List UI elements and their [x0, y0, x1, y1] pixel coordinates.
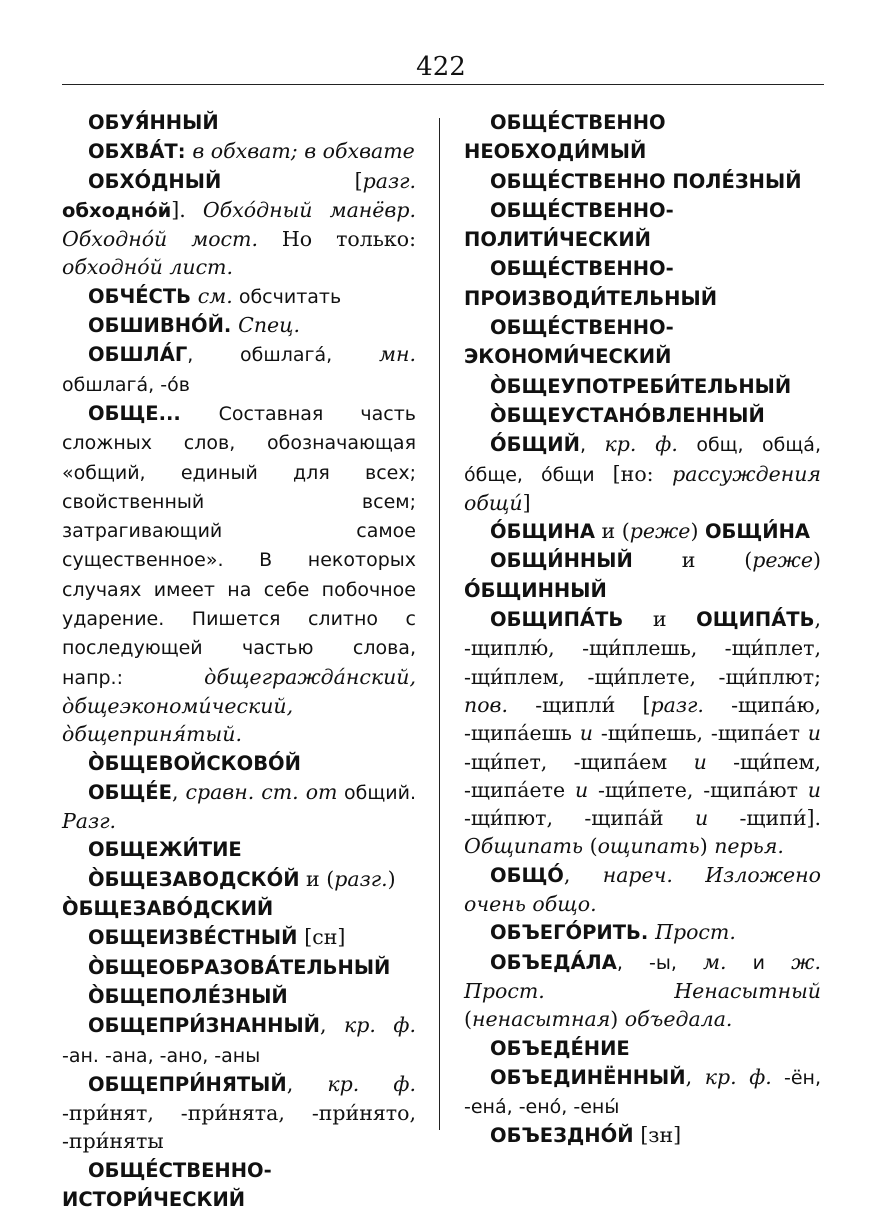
entry-text: -щи́пют, -щипа́й	[464, 806, 695, 831]
entry-text: [но:	[612, 461, 673, 486]
column-divider	[439, 118, 440, 1130]
entry-headword: ОБШИВНО́Й.	[88, 314, 239, 338]
entry-text: -щи́пет, -щипа́ем	[464, 749, 694, 774]
entry-text: Составная часть сложных слов, обозначающая «общий, единый для всех; свойственный всем; затрагивающий самое существенное». В некоторых случаях имеет на себе побочное ударение. Пишется слитно с последующей частью слова, напр.:	[62, 402, 416, 689]
entry-headword: ОБЩЕ́СТВЕННО ПОЛЕ́ЗНЫЙ	[490, 169, 802, 193]
entry-text: -ан. -ана, -ано, -аны	[62, 1044, 261, 1067]
entry-headword: ОБУЯ́ННЫЙ	[88, 111, 219, 134]
dictionary-entry	[464, 108, 821, 167]
entry-headword: ОБЪЕДИНЁННЫЙ	[490, 1065, 686, 1089]
entry-text: ].	[171, 197, 203, 222]
dictionary-entry	[464, 605, 821, 861]
entry-text: -щи́пем, -щипа́ете	[464, 749, 821, 802]
entry-text: обшлага́, -о́в	[62, 373, 190, 396]
dictionary-entry	[464, 313, 821, 372]
dictionary-entry	[62, 399, 416, 749]
dictionary-entry	[62, 835, 416, 864]
entry-headword: обходно́й	[62, 198, 172, 222]
entry-text: [	[354, 168, 363, 193]
dictionary-entry	[464, 1063, 821, 1122]
dictionary-entry	[464, 1034, 821, 1063]
entry-text: обсчитать	[232, 285, 342, 308]
dictionary-entry	[62, 923, 416, 952]
entry-text: Но только:	[257, 227, 416, 252]
entry-text: разг.	[362, 168, 416, 193]
entry-text: обходно́й лист.	[62, 255, 234, 280]
entry-text: Разг.	[62, 809, 117, 834]
entry-headword: ОБЩЕПРИ́НЯТЫЙ	[88, 1072, 287, 1096]
entry-text: мн.	[378, 342, 416, 367]
entry-text: рассуждения общи́	[464, 461, 821, 515]
entry-text: пов.	[464, 692, 508, 717]
entry-text: Общипать	[464, 834, 584, 859]
entry-headword: ОБЩЕ...	[88, 401, 219, 425]
entry-text: и	[579, 721, 593, 746]
entry-text: и	[726, 951, 792, 974]
dictionary-entry	[464, 861, 821, 919]
dictionary-entry	[464, 430, 821, 517]
entry-text: (	[464, 1007, 472, 1032]
dictionary-entry	[62, 778, 416, 836]
entry-text: ж. Прост. Ненасытный	[464, 949, 821, 1003]
entry-text: , обшлага́,	[187, 344, 379, 367]
dictionary-entry	[62, 167, 416, 282]
entry-headword: ОБЩИ́ННЫЙ	[490, 549, 633, 573]
entry-headword: ОБЪЕДЕ́НИЕ	[490, 1036, 630, 1060]
entry-text: и (	[299, 866, 335, 891]
entry-text: в обхват; в обхвате	[192, 139, 415, 164]
entry-text: перья.	[714, 834, 784, 859]
dictionary-entry	[464, 918, 821, 947]
entry-text: ,	[579, 434, 605, 457]
entry-text: реже	[629, 519, 691, 544]
entry-headword: О̀БЩЕУСТАНО́ВЛЕННЫЙ	[490, 403, 765, 427]
entry-text: -щи́пешь, -щипа́ет	[592, 721, 808, 746]
dictionary-entry	[62, 311, 416, 340]
entry-headword: О̀БЩЕЗАВО́ДСКИЙ	[62, 897, 274, 921]
right-column	[464, 108, 821, 1151]
entry-headword: ОБЩЕПРИ́ЗНАННЫЙ	[88, 1014, 320, 1038]
entry-headword: ОБЩО́	[490, 863, 564, 887]
entry-text: кр. ф.	[604, 432, 678, 457]
entry-text: ощипать	[597, 834, 700, 859]
entry-headword: ОБХВА́Т:	[88, 140, 193, 164]
entry-headword: ОБЩИ́НА	[704, 520, 810, 544]
entry-headword: ОБЩИПА́ТЬ	[490, 608, 624, 632]
entry-text: разг.	[650, 692, 704, 717]
header-rule	[62, 84, 824, 85]
entry-text: см.	[197, 283, 233, 308]
entry-text: общий.	[337, 781, 416, 804]
dictionary-entry	[62, 137, 416, 166]
dictionary-entry	[62, 982, 416, 1011]
dictionary-entry	[62, 865, 416, 894]
entry-headword: ОБХО́ДНЫЙ	[88, 169, 355, 193]
dictionary-entry	[464, 517, 821, 546]
dictionary-entry	[464, 372, 821, 401]
entry-text: и (	[595, 519, 630, 544]
dictionary-entry	[62, 108, 416, 137]
entry-text: , -щиплю́, -щи́плешь, -щи́плет, -щи́плем, -щи́плете, -щи́плют;	[464, 607, 821, 689]
entry-headword: О̀БЩЕЗАВОДСКО́Й	[88, 867, 300, 891]
entry-headword: ОЩИПА́ТЬ	[696, 608, 815, 632]
dictionary-entry	[62, 340, 416, 399]
entry-text: о̀бщегражда́нский, о̀бщеэкономи́ческий, о̀бщеприня́тый.	[62, 664, 416, 747]
entry-headword: ОБЩЕ́СТВЕННО-ПОЛИТИ́ЧЕСКИЙ	[464, 198, 674, 252]
entry-text: -щи́пете, -щипа́ют	[588, 777, 808, 802]
entry-headword: ОБЩЕ́СТВЕННО-ИСТОРИ́ЧЕСКИЙ	[62, 1158, 272, 1211]
dictionary-entry	[464, 1121, 821, 1150]
entry-headword: ОБЩЕЖИ́ТИЕ	[88, 838, 242, 862]
entry-text: -при́нят, -при́нята, -при́нято, -при́няты	[62, 1101, 416, 1154]
dictionary-entry	[62, 1070, 416, 1156]
entry-text: объедала.	[624, 1007, 733, 1032]
entry-text: ,	[319, 1013, 345, 1038]
entry-text: Спец.	[238, 313, 300, 338]
entry-text: ,	[685, 1064, 705, 1089]
entry-text: )	[387, 866, 396, 891]
entry-text: и (	[632, 548, 753, 573]
entry-headword: ОБЩЕ́СТВЕННО НЕОБХОДИ́МЫЙ	[464, 111, 666, 164]
entry-text: общ, обща́, о́бще, о́бщи	[464, 434, 821, 486]
entry-text: реже	[752, 548, 813, 573]
entry-headword: О̀БЩЕОБРАЗОВА́ТЕЛЬНЫЙ	[88, 955, 391, 979]
entry-text: и	[807, 721, 821, 746]
entry-headword: О́БЩИНА	[490, 520, 596, 544]
entry-text: и	[574, 777, 589, 802]
entry-headword: ОБШЛА́Г	[88, 343, 188, 367]
entry-text: и	[693, 749, 707, 774]
entry-text: ненасытная	[472, 1007, 611, 1032]
entry-headword: О́БЩИННЫЙ	[464, 578, 607, 602]
entry-headword: ОБЪЕДА́ЛА	[490, 950, 617, 974]
entry-text: сравн. ст. от	[185, 779, 338, 804]
entry-text: кр. ф.	[327, 1071, 416, 1096]
entry-text: -ён, -ена́, -ено́, -ены́	[464, 1066, 821, 1119]
dictionary-entry	[62, 282, 416, 311]
entry-text: и	[807, 777, 821, 802]
entry-text: ,	[171, 779, 186, 804]
entry-text: -щипи́].	[708, 806, 821, 831]
entry-headword: ОБЩЕ́СТВЕННО-ЭКОНОМИ́ЧЕСКИЙ	[464, 316, 674, 369]
entry-headword: ОБЩЕИЗВЕ́СТНЫЙ	[88, 926, 305, 950]
entry-text: Прост.	[655, 920, 736, 945]
entry-text: )	[610, 1007, 625, 1032]
entry-text: и	[694, 806, 709, 831]
entry-text: кр. ф.	[704, 1064, 772, 1089]
dictionary-entry	[62, 749, 416, 778]
dictionary-entry	[464, 167, 821, 196]
left-column	[62, 108, 416, 1214]
entry-text: ,	[286, 1071, 328, 1096]
dictionary-entry	[62, 1156, 416, 1214]
entry-text: )	[699, 834, 715, 859]
entry-text: ,	[563, 862, 603, 887]
dictionary-entry	[464, 401, 821, 430]
entry-headword: О́БЩИЙ	[490, 433, 580, 457]
entry-text: разг.	[334, 866, 388, 891]
entry-text: Обхо́дный манёвр. Обходно́й мост.	[62, 197, 416, 252]
entry-text: , -ы,	[616, 951, 704, 974]
dictionary-entry	[464, 196, 821, 255]
entry-text: кр. ф.	[344, 1013, 416, 1038]
entry-text: ]	[522, 490, 531, 515]
entry-text: м.	[703, 949, 727, 974]
entry-headword: ОБЩЕ́СТВЕННО-ПРОИЗВОДИ́ТЕЛЬНЫЙ	[464, 257, 718, 310]
dictionary-entry	[464, 546, 821, 605]
entry-text: )	[690, 519, 705, 544]
dictionary-entry	[62, 1011, 416, 1070]
entry-text: [зн]	[640, 1123, 682, 1148]
entry-headword: ОБЪЕГО́РИТЬ.	[490, 921, 656, 945]
entry-text: )	[813, 548, 821, 573]
entry-text: -щипа́ю, -щипа́ешь	[464, 692, 822, 746]
entry-headword: ОБЧЕ́СТЬ	[88, 284, 198, 308]
entry-headword: О̀БЩЕУПОТРЕБИ́ТЕЛЬНЫЙ	[490, 374, 792, 398]
entry-headword: ОБЩЕ́Е	[88, 780, 172, 804]
entry-text: (	[583, 834, 598, 859]
entry-text: -щипли́ [	[508, 692, 651, 717]
dictionary-entry	[62, 894, 416, 923]
dictionary-entry	[62, 953, 416, 982]
dictionary-entry	[464, 254, 821, 313]
entry-text: нареч. Изложено очень общо.	[464, 862, 821, 917]
entry-text: [сн]	[304, 925, 346, 950]
dictionary-entry	[464, 948, 821, 1034]
entry-headword: ОБЪЕЗДНО́Й	[490, 1124, 641, 1148]
entry-headword: О̀БЩЕПОЛЕ́ЗНЫЙ	[88, 984, 288, 1008]
entry-text: и	[623, 607, 697, 632]
entry-headword: О̀БЩЕВОЙСКОВО́Й	[88, 751, 301, 775]
page-number: 422	[416, 52, 466, 82]
